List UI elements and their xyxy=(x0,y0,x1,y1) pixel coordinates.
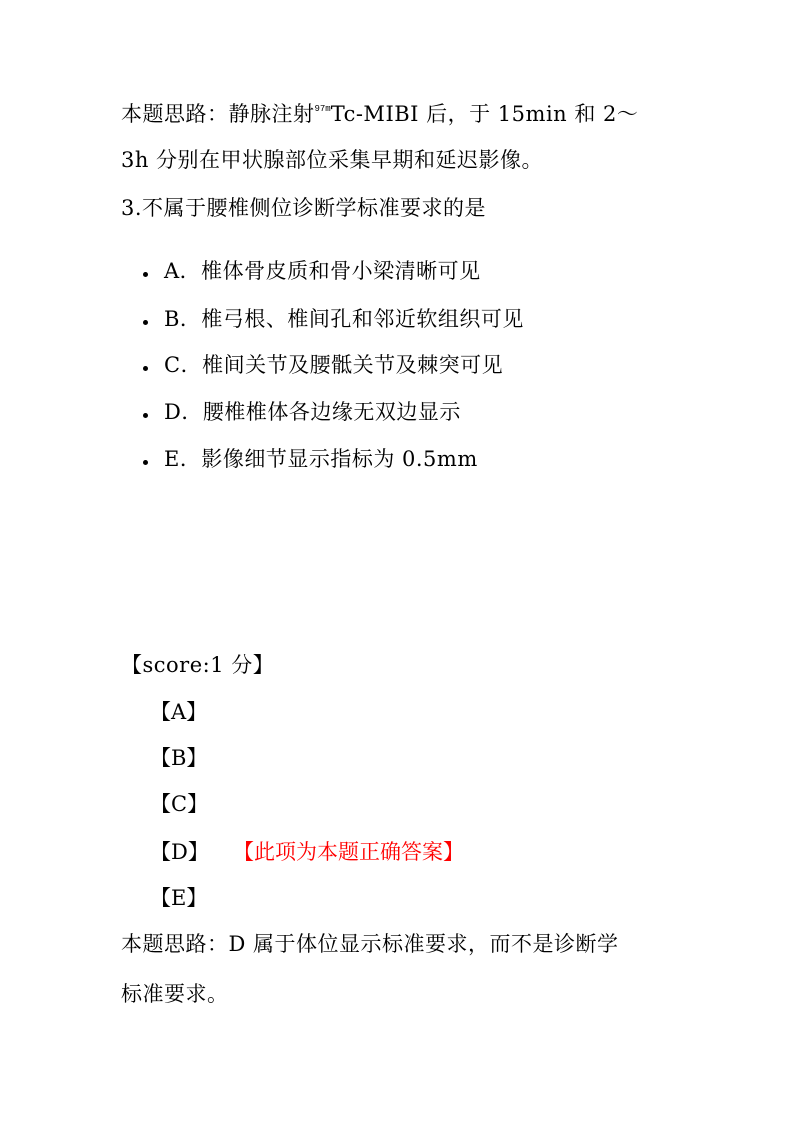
option-b xyxy=(143,305,524,333)
correct-answer-badge: 【此项为本题正确答案】 xyxy=(233,840,464,864)
answer-d: 【D】 xyxy=(150,840,209,864)
prev-explanation-line1 xyxy=(121,100,638,133)
explanation-line1: 本题思路：D 属于体位显示标准要求，而不是诊断学 xyxy=(121,932,619,956)
answer-c: 【C】 xyxy=(150,792,209,816)
prev-explanation-line2: 3h 分别在甲状腺部位采集早期和延迟影像。 xyxy=(121,148,544,172)
answer-e: 【E】 xyxy=(150,886,208,910)
option-c xyxy=(143,351,503,379)
isotope-superscript: 97m xyxy=(314,104,331,114)
answer-a: 【A】 xyxy=(150,700,208,724)
option-c-text: C．椎间关节及腰骶关节及棘突可见 xyxy=(164,353,504,377)
bullet-icon xyxy=(143,272,148,277)
prev-explanation-prefix: 本题思路：静脉注射 xyxy=(121,102,315,126)
explanation-line2: 标准要求。 xyxy=(121,982,229,1006)
prev-explanation-rest: Tc-MIBI 后，于 15min 和 2～ xyxy=(330,102,639,126)
bullet-icon xyxy=(143,413,148,418)
option-e xyxy=(143,445,478,473)
option-e-text: E．影像细节显示指标为 0.5mm xyxy=(164,447,478,471)
question-text: 3.不属于腰椎侧位诊断学标准要求的是 xyxy=(121,196,487,220)
option-b-text: B．椎弓根、椎间孔和邻近软组织可见 xyxy=(164,307,524,331)
option-a-text: A．椎体骨皮质和骨小梁清晰可见 xyxy=(164,259,481,283)
bullet-icon xyxy=(143,460,148,465)
answer-b: 【B】 xyxy=(150,746,208,770)
bullet-icon xyxy=(143,320,148,325)
option-d xyxy=(143,398,461,426)
bullet-icon xyxy=(143,366,148,371)
option-d-text: D．腰椎椎体各边缘无双边显示 xyxy=(164,400,461,424)
score-label: 【score:1 分】 xyxy=(121,653,275,677)
option-a xyxy=(143,257,481,285)
